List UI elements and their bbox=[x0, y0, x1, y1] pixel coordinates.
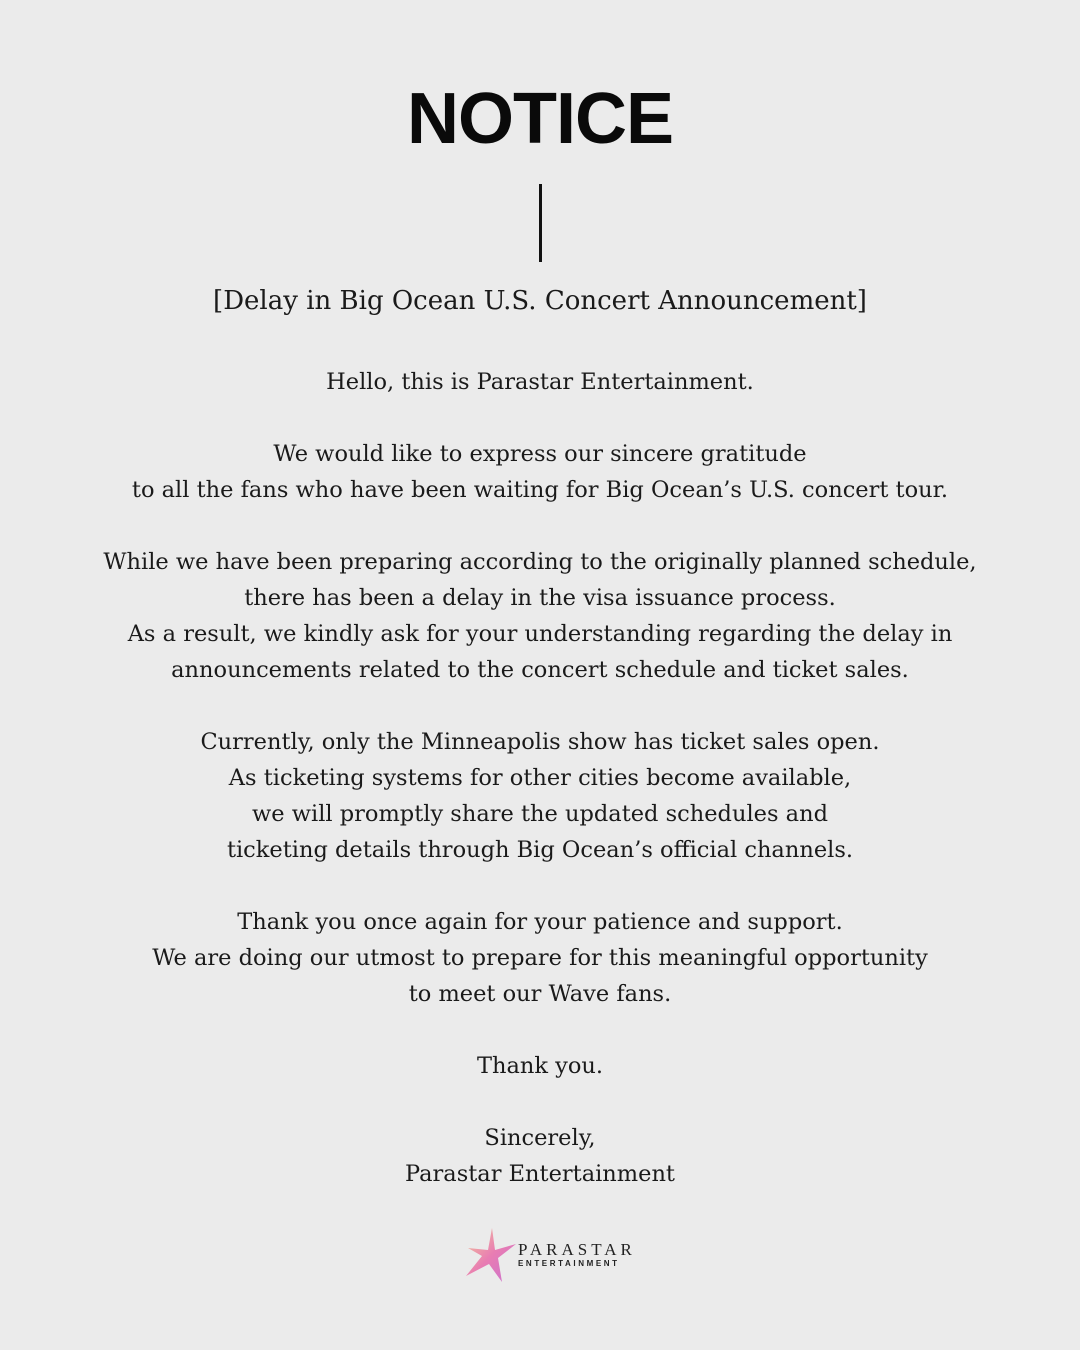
text-line: to all the fans who have been waiting for Big Ocean’s U.S. concert tour. bbox=[131, 477, 949, 503]
text-line: Sincerely, bbox=[484, 1125, 596, 1151]
star-logo-icon bbox=[462, 1226, 518, 1286]
paragraph bbox=[0, 436, 1080, 508]
text-line: Thank you. bbox=[476, 1053, 604, 1079]
divider bbox=[539, 184, 542, 262]
text-line: announcements related to the concert schedule and ticket sales. bbox=[171, 657, 909, 683]
text-line: Thank you once again for your patience and support. bbox=[237, 909, 843, 935]
text-line: We are doing our utmost to prepare for this meaningful opportunity bbox=[152, 945, 928, 971]
text-line: Hello, this is Parastar Entertainment. bbox=[326, 369, 754, 395]
logo-sub: ENTERTAINMENT bbox=[518, 1259, 620, 1268]
paragraph bbox=[0, 364, 1080, 400]
text-line: We would like to express our sincere gratitude bbox=[273, 441, 807, 467]
paragraph bbox=[0, 724, 1080, 868]
paragraph bbox=[0, 544, 1080, 688]
text-line: to meet our Wave fans. bbox=[408, 981, 672, 1007]
text-line: ticketing details through Big Ocean’s official channels. bbox=[226, 837, 854, 863]
text-line: Parastar Entertainment bbox=[405, 1161, 675, 1187]
text-line: As ticketing systems for other cities become available, bbox=[228, 765, 852, 791]
text-line: we will promptly share the updated schedules and bbox=[252, 801, 828, 827]
paragraph bbox=[0, 904, 1080, 1012]
text-line: As a result, we kindly ask for your understanding regarding the delay in bbox=[127, 621, 953, 647]
logo-name: PARASTAR bbox=[518, 1240, 636, 1259]
text-line: Currently, only the Minneapolis show has ticket sales open. bbox=[200, 729, 880, 755]
paragraph bbox=[0, 1048, 1080, 1084]
notice-title: NOTICE bbox=[406, 79, 673, 159]
parastar-logo bbox=[462, 1226, 642, 1286]
text-line: there has been a delay in the visa issuance process. bbox=[244, 585, 836, 611]
text-line: While we have been preparing according to the originally planned schedule, bbox=[103, 549, 977, 575]
paragraph bbox=[0, 1120, 1080, 1192]
announcement-subtitle: [Delay in Big Ocean U.S. Concert Announcement] bbox=[213, 286, 867, 316]
notice-body bbox=[0, 364, 1080, 1228]
